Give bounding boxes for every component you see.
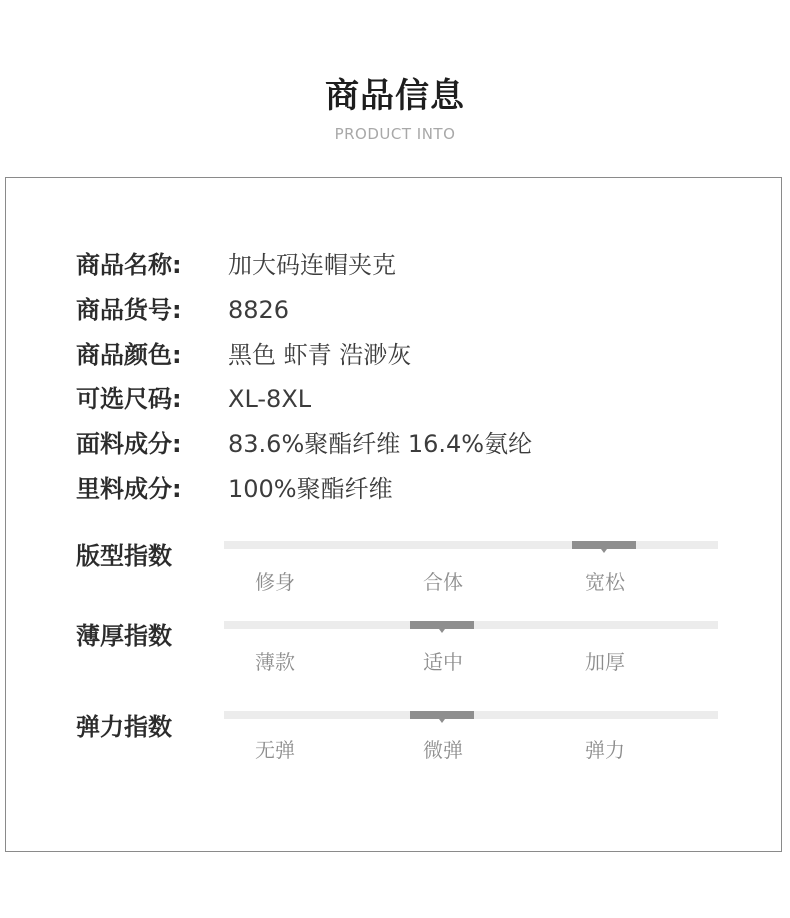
index-track — [224, 541, 718, 549]
index-track — [224, 711, 718, 719]
index-option: 弹力 — [585, 738, 625, 762]
spec-label: 商品货号: — [76, 296, 182, 324]
page-title: 商品信息 — [325, 76, 465, 116]
index-option: 薄款 — [255, 650, 295, 674]
index-marker — [410, 711, 474, 719]
index-label: 薄厚指数 — [76, 622, 172, 650]
index-option: 修身 — [255, 570, 295, 594]
spec-label: 商品颜色: — [76, 341, 182, 369]
index-option: 合体 — [423, 570, 463, 594]
spec-value: 83.6%聚酯纤维 16.4%氨纶 — [228, 430, 533, 458]
spec-label: 商品名称: — [76, 251, 182, 279]
spec-value: 黑色 虾青 浩渺灰 — [228, 341, 412, 369]
spec-label: 可选尺码: — [76, 385, 182, 413]
index-option: 微弹 — [423, 738, 463, 762]
index-track — [224, 621, 718, 629]
spec-value: 8826 — [228, 296, 290, 324]
index-marker — [572, 541, 636, 549]
index-label: 版型指数 — [76, 542, 172, 570]
index-option: 适中 — [423, 650, 463, 674]
index-option: 加厚 — [585, 650, 625, 674]
spec-label: 里料成分: — [76, 475, 182, 503]
index-label: 弹力指数 — [76, 713, 172, 741]
spec-value: XL-8XL — [228, 385, 312, 413]
spec-value: 加大码连帽夹克 — [228, 251, 396, 279]
page-subtitle: PRODUCT INTO — [334, 125, 456, 143]
index-option: 无弹 — [255, 738, 295, 762]
spec-value: 100%聚酯纤维 — [228, 475, 393, 503]
index-marker — [410, 621, 474, 629]
spec-label: 面料成分: — [76, 430, 182, 458]
index-option: 宽松 — [585, 570, 625, 594]
